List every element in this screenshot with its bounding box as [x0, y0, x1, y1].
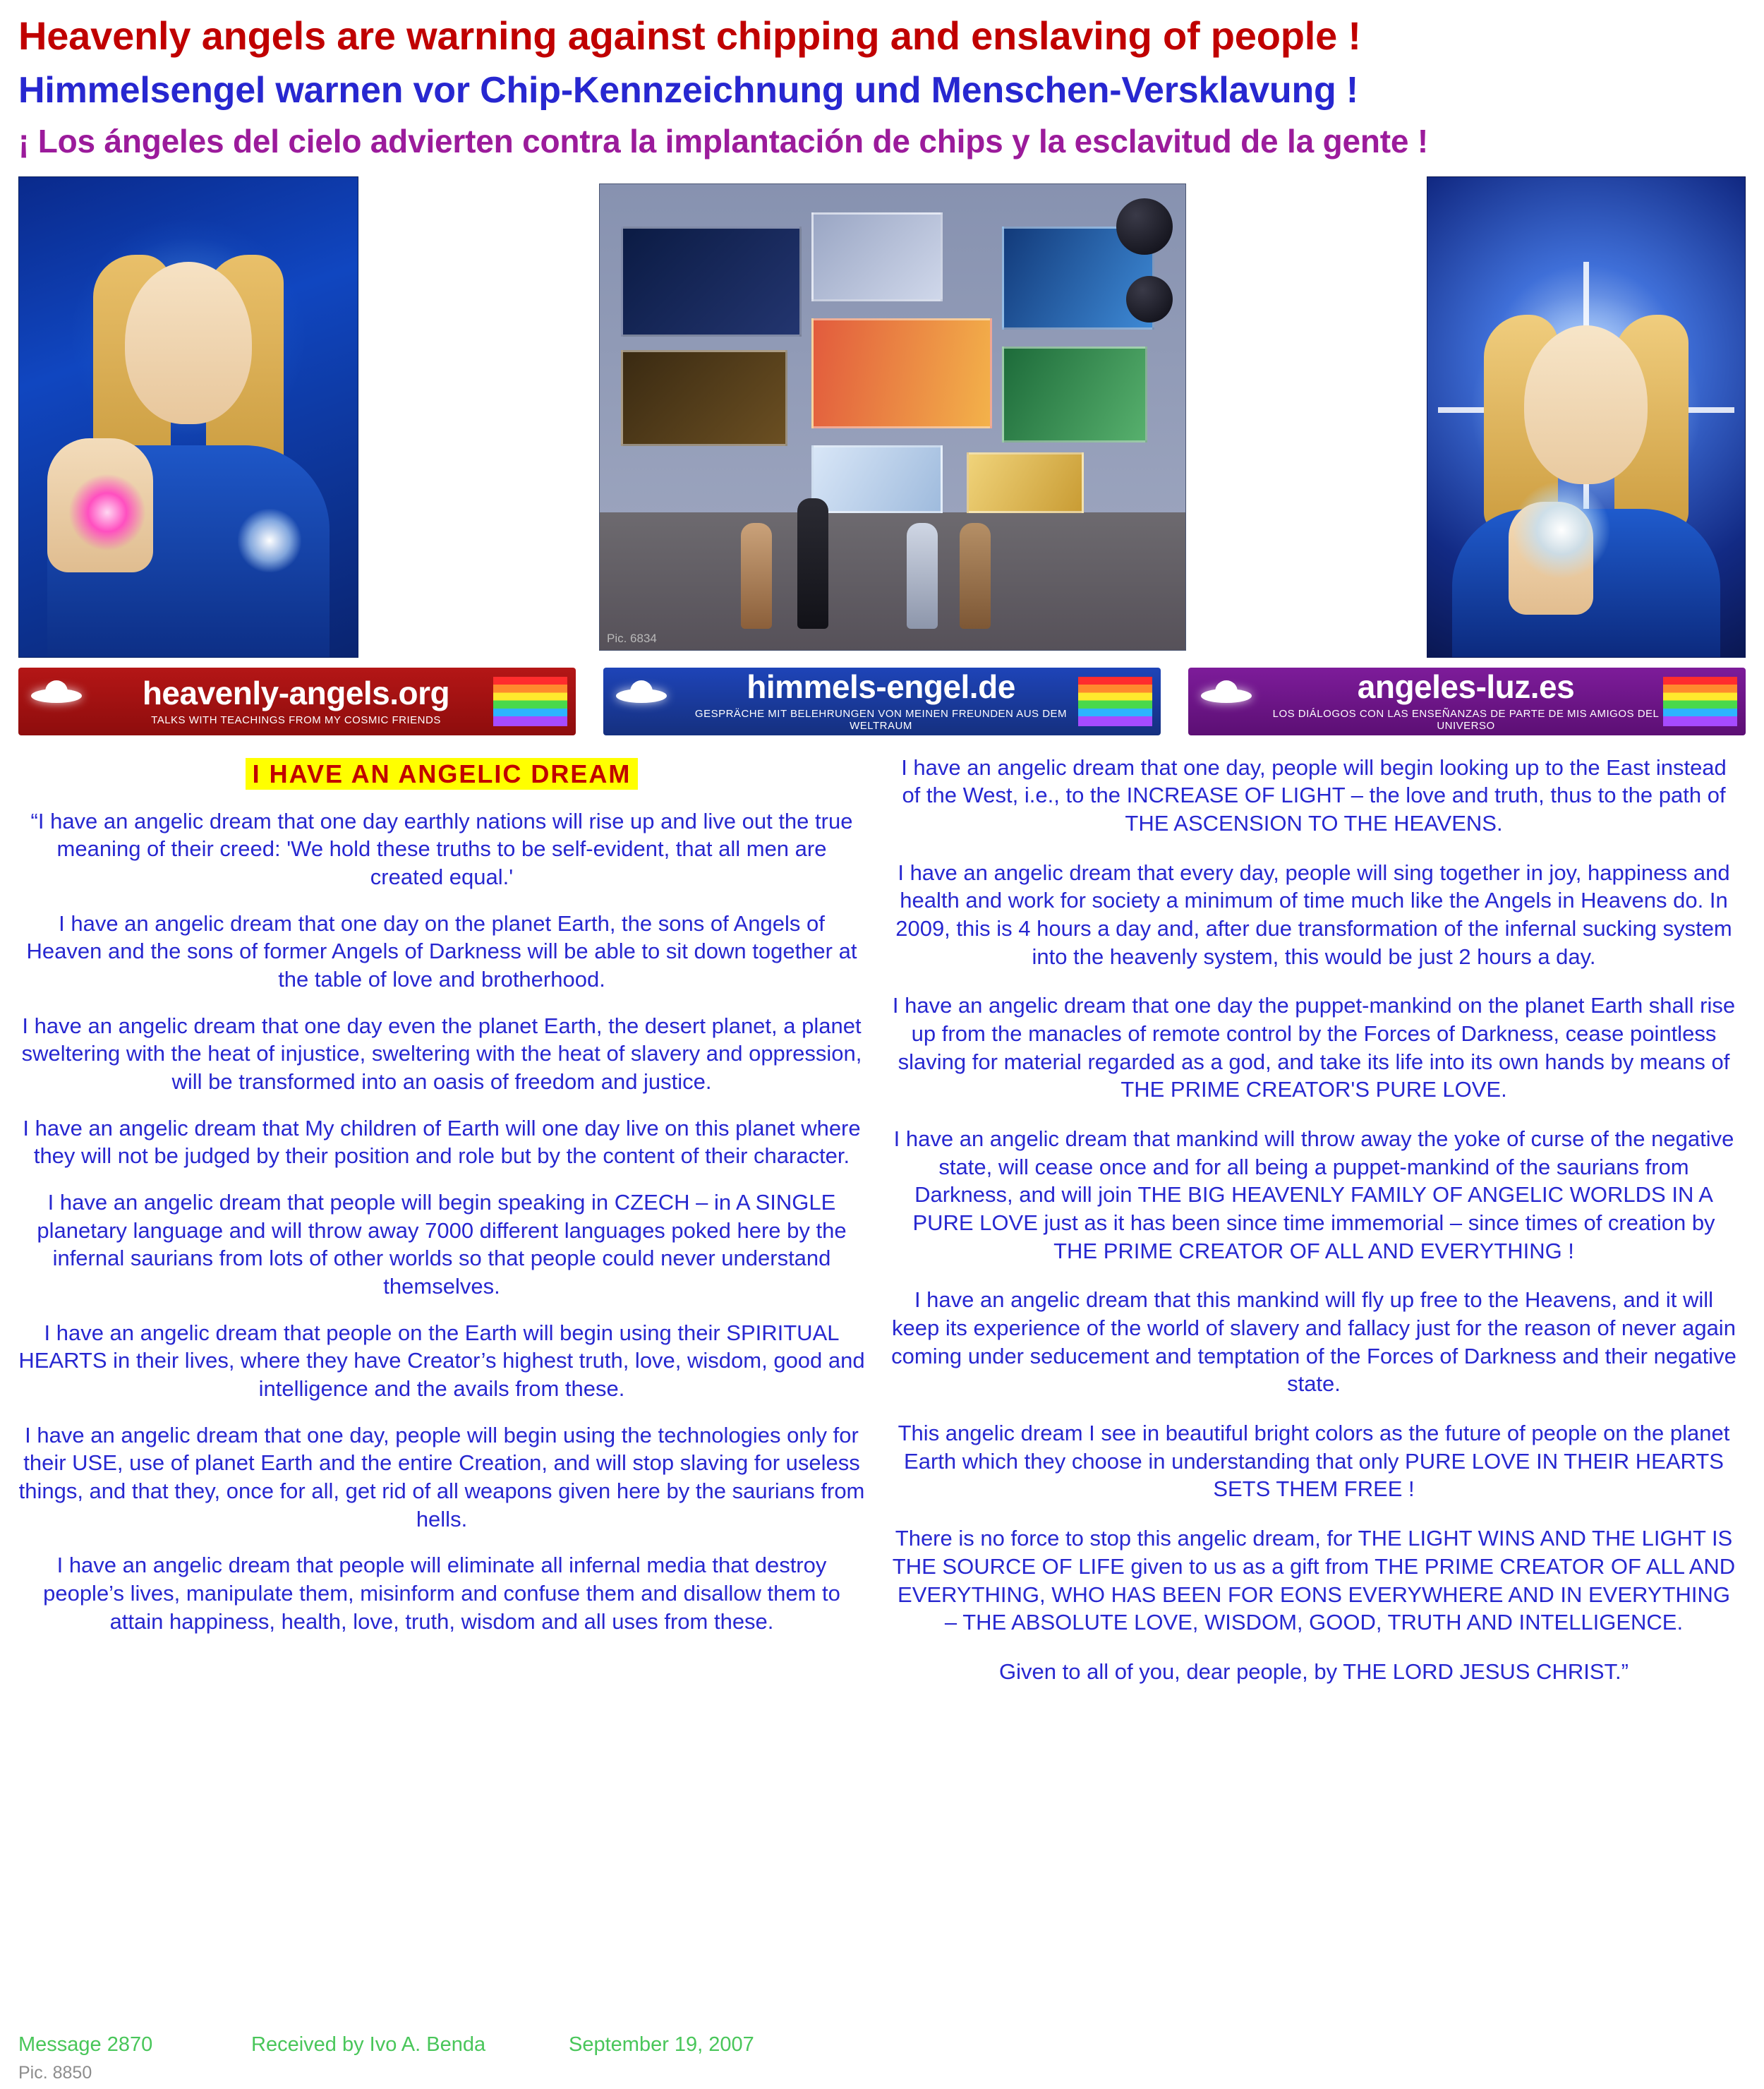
banner-heavenly-angels-org[interactable] [18, 668, 576, 735]
gallery-floor-decoration [600, 512, 1185, 650]
banner-text-block [1266, 670, 1663, 732]
gallery-picture-3 [811, 212, 943, 301]
snowflake-icon [238, 509, 301, 572]
face-decoration [125, 262, 252, 424]
paragraph: I have an angelic dream that people will begin speaking in CZECH – in A SINGLE planetary language and will throw away 7000 different languages poked here by the infernal saurians from lots of other worlds so that people could never understand themselves. [37, 1190, 847, 1299]
headline-english: Heavenly angels are warning against chipping and enslaving of people ! [18, 13, 1361, 58]
visitor-figure-3 [907, 523, 938, 629]
footer-meta [18, 2033, 876, 2057]
footer-pic-code: Pic. 8850 [18, 2063, 92, 2083]
banner-tagline: LOS DIÁLOGOS CON LAS ENSEÑANZAS DE PARTE DE MIS AMIGOS DEL UNIVERSO [1272, 708, 1660, 733]
rainbow-icon [1663, 677, 1737, 726]
paragraph: I have an angelic dream that one day the puppet-mankind on the planet Earth shall rise up from the manacles of remote control by the Forces of Darkness, cease pointless slaving for material regarded as a god, and take its life into its own hands by means of THE PRIME CREATOR'S PURE LOVE. [892, 993, 1736, 1102]
gallery-picture-2 [621, 350, 787, 446]
article-title [18, 759, 865, 789]
headline-block [0, 0, 1764, 161]
banner-domain: heavenly-angels.org [142, 674, 450, 711]
banner-text-block [681, 670, 1078, 732]
image-gallery-scene [599, 183, 1186, 651]
footer-received-by: Received by Ivo A. Benda [251, 2033, 486, 2056]
article-column-left [18, 754, 865, 1707]
headline-spanish: ¡ Los ángeles del cielo advierten contra la implantación de chips y la esclavitud de la gente ! [18, 123, 1428, 160]
sphere-decoration-2 [1126, 276, 1173, 323]
banner-angeles-luz-es[interactable] [1188, 668, 1746, 735]
banner-tagline: GESPRÄCHE MIT BELEHRUNGEN VON MEINEN FREUNDEN AUS DEM WELTRAUM [694, 708, 1068, 733]
gallery-picture-4 [811, 318, 992, 428]
article-column-right [890, 754, 1737, 1707]
sphere-decoration-1 [1116, 198, 1173, 255]
gallery-picture-7 [811, 445, 943, 513]
paragraph: There is no force to stop this angelic dream, for THE LIGHT WINS AND THE LIGHT IS THE SOURCE OF LIFE given to us as a gift from THE PRIME CREATOR OF ALL AND EVERYTHING, WHO HAS BEEN FOR EONS EVERYWHERE AND IN EVERYTHING – THE ABSOLUTE LOVE, WISDOM, GOOD, TRUTH AND INTELLIGENCE. [892, 1526, 1736, 1635]
face-decoration-right-image [1524, 325, 1648, 484]
gallery-picture-8 [967, 452, 1084, 513]
banner-domain: himmels-engel.de [747, 668, 1015, 706]
rainbow-icon [1078, 677, 1152, 726]
paragraph: I have an angelic dream that My children of Earth will one day live on this planet where they will not be judged by their position and role but by the content of their character. [23, 1115, 861, 1169]
site-banner-row [0, 658, 1764, 735]
paragraph: Given to all of you, dear people, by THE LORD JESUS CHRIST.” [999, 1658, 1629, 1684]
banner-text-block [96, 674, 493, 726]
visitor-figure-2 [797, 498, 828, 629]
paragraph: I have an angelic dream that people on the Earth will begin using their SPIRITUAL HEARTS in their lives, where they have Creator’s highest truth, love, wisdom, good and intelligence and the avails from these. [18, 1320, 865, 1402]
paragraph: I have an angelic dream that this mankind will fly up free to the Heavens, and it will keep its experience of the world of slavery and fallacy just for the reason of never again coming under seducement and temptation of the Forces of Darkness and their negative state. [891, 1287, 1736, 1397]
paragraph: I have an angelic dream that one day on the planet Earth, the sons of Angels of Heaven and the sons of former Angels of Darkness will be able to sit down together at the table of love and brotherhood. [26, 910, 857, 992]
paragraph: I have an angelic dream that people will eliminate all infernal media that destroy people’s lives, manipulate them, misinform and confuse them and disallow them to attain happiness, health, love, truth, wisdom and all uses from these. [43, 1553, 840, 1634]
image-row [0, 167, 1764, 658]
ufo-icon [1188, 668, 1266, 735]
paragraph: I have an angelic dream that one day, people will begin looking up to the East instead of the West, i.e., to the INCREASE OF LIGHT – the love and truth, thus to the path of THE ASCENSION TO THE HEAVENS. [901, 754, 1727, 836]
gallery-picture-1 [621, 227, 802, 337]
article-columns [0, 735, 1764, 1707]
article-title-text: I HAVE AN ANGELIC DREAM [246, 758, 639, 790]
banner-tagline: TALKS WITH TEACHINGS FROM MY COSMIC FRIENDS [151, 714, 441, 726]
paragraph: This angelic dream I see in beautiful bright colors as the future of people on the planet Earth which they choose in understanding that only PURE LOVE IN THEIR HEARTS SETS THEM FREE ! [898, 1421, 1730, 1502]
image-angel-star [1427, 176, 1746, 658]
paragraph: “I have an angelic dream that one day earthly nations will rise up and live out the true meaning of their creed: 'We hold these truths to be self-evident, that all men are created equal.' [30, 808, 853, 890]
banner-himmels-engel-de[interactable] [603, 668, 1161, 735]
ufo-icon [18, 668, 96, 735]
visitor-figure-4 [960, 523, 991, 629]
light-glow-icon [1512, 481, 1611, 579]
ufo-icon [603, 668, 681, 735]
gallery-picture-6 [1002, 347, 1147, 443]
pink-star-icon [68, 474, 146, 551]
footer-date: September 19, 2007 [569, 2033, 754, 2056]
paragraph: I have an angelic dream that one day even the planet Earth, the desert planet, a planet sweltering with the heat of injustice, sweltering with the heat of slavery and oppression, will be transformed into an oasis of freedom and justice. [21, 1013, 862, 1095]
rainbow-icon [493, 677, 567, 726]
paragraph: I have an angelic dream that mankind will throw away the yoke of curse of the negative state, will cease once and for all being a puppet-mankind of the saurians from Darkness, and will join THE BIG HEAVENLY FAMILY OF ANGELIC WORLDS IN A PURE LOVE just as it has been since time immemorial – since times of creation by THE PRIME CREATOR OF ALL AND EVERYTHING ! [893, 1126, 1734, 1263]
footer-message-number: Message 2870 [18, 2033, 153, 2056]
paragraph: I have an angelic dream that one day, people will begin using the technologies only for their USE, use of planet Earth and the entire Creation, and will stop slaving for useless things, and that they, once for all, get rid of all weapons given here by the saurians from hells. [18, 1422, 865, 1531]
image-center-caption: Pic. 6834 [607, 631, 657, 645]
headline-german: Himmelsengel warnen vor Chip-Kennzeichnung und Menschen-Versklavung ! [18, 70, 1358, 112]
image-angel-ashtar [18, 176, 358, 658]
paragraph: I have an angelic dream that every day, people will sing together in joy, happiness and health and work for society a minimum of time much like the Angels in Heavens do. In 2009, this is 4 hours a day and, after due transformation of the infernal sucking system into the heavenly system, this would be just 2 hours a day. [895, 860, 1732, 969]
banner-domain: angeles-luz.es [1357, 668, 1575, 706]
visitor-figure-1 [741, 523, 772, 629]
